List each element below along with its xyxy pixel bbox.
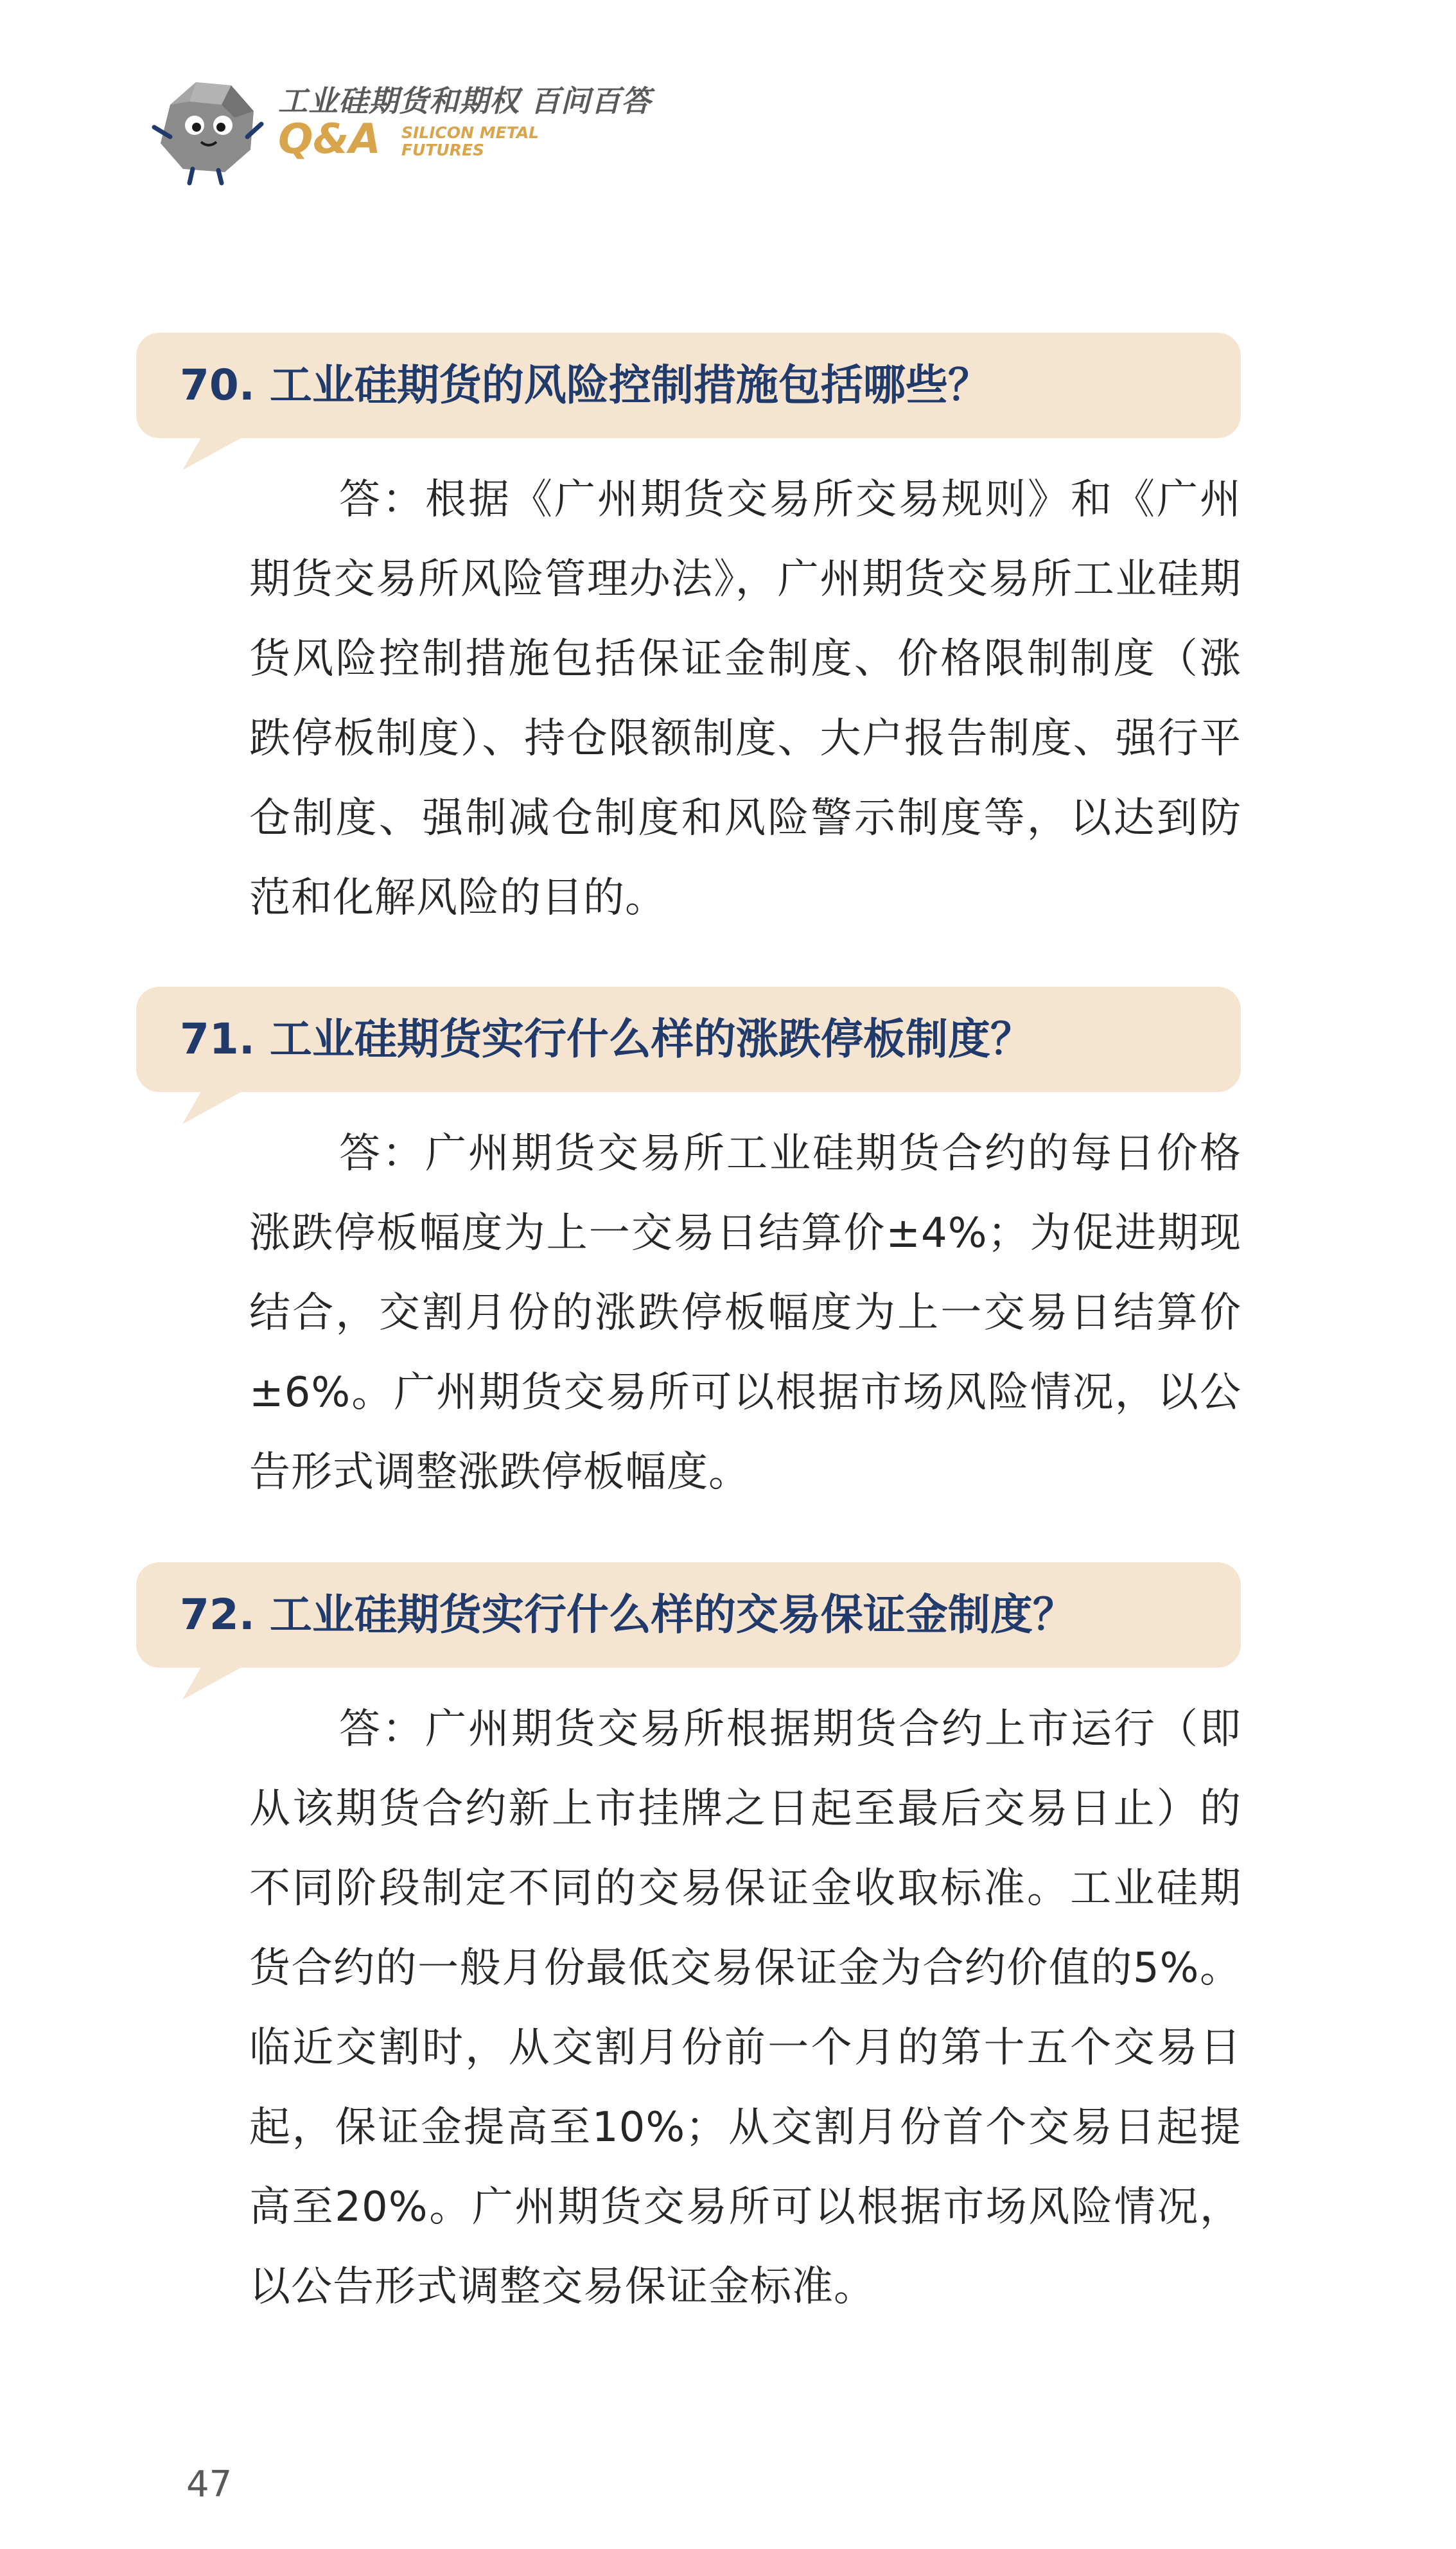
question-bubble [136, 333, 1241, 438]
series-title: 工业硅期货和期权 百问百答 [278, 84, 652, 118]
bubble-tail [182, 1088, 248, 1124]
question-text: 70. 工业硅期货的风险控制措施包括哪些？ [180, 360, 990, 410]
question-bubble [136, 1562, 1241, 1668]
answer-text: 答：根据《广州期货交易所交易规则》和《广州期货交易所风险管理办法》，广州期货交易所工业硅期货风险控制措施包括保证金制度、价格限制制度（涨跌停板制度）、持仓限额制度、大户报告制度、强行平仓制度、强制减仓制度和风险警示制度等，以达到防范和化解风险的目的。 [249, 476, 1241, 922]
answer-text: 答：广州期货交易所工业硅期货合约的每日价格涨跌停板幅度为上一交易日结算价±4%；为促进期现结合，交割月份的涨跌停板幅度为上一交易日结算价±6%。广州期货交易所可以根据市场风险情况，以公告形式调整涨跌停板幅度。 [249, 1130, 1241, 1496]
page-header [145, 66, 723, 188]
qa-logo-text: Q&A [278, 116, 381, 163]
bubble-tail [182, 1664, 248, 1700]
answer-text: 答：广州期货交易所根据期货合约上市运行（即从该期货合约新上市挂牌之日起至最后交易日止）的不同阶段制定不同的交易保证金收取标准。工业硅期货合约的一般月份最低交易保证金为合约价值的5%。临近交割时，从交割月份前一个月的第十五个交易日起，保证金提高至10%；从交割月份首个交易日起提高至20%。广州期货交易所可以根据市场风险情况，以公告形式调整交易保证金标准。 [249, 1706, 1241, 2311]
silicon-rock-mascot-icon [145, 66, 267, 188]
brand-subtitle [401, 124, 539, 159]
brand-subtitle-line2: FUTURES [401, 141, 485, 159]
bubble-tail [182, 434, 248, 470]
page-number: 47 [186, 2464, 232, 2505]
question-text: 72. 工业硅期货实行什么样的交易保证金制度？ [180, 1590, 1075, 1639]
brand-subtitle-line1: SILICON METAL [401, 123, 539, 142]
question-text: 71. 工业硅期货实行什么样的涨跌停板制度？ [180, 1014, 1033, 1064]
question-bubble [136, 987, 1241, 1092]
